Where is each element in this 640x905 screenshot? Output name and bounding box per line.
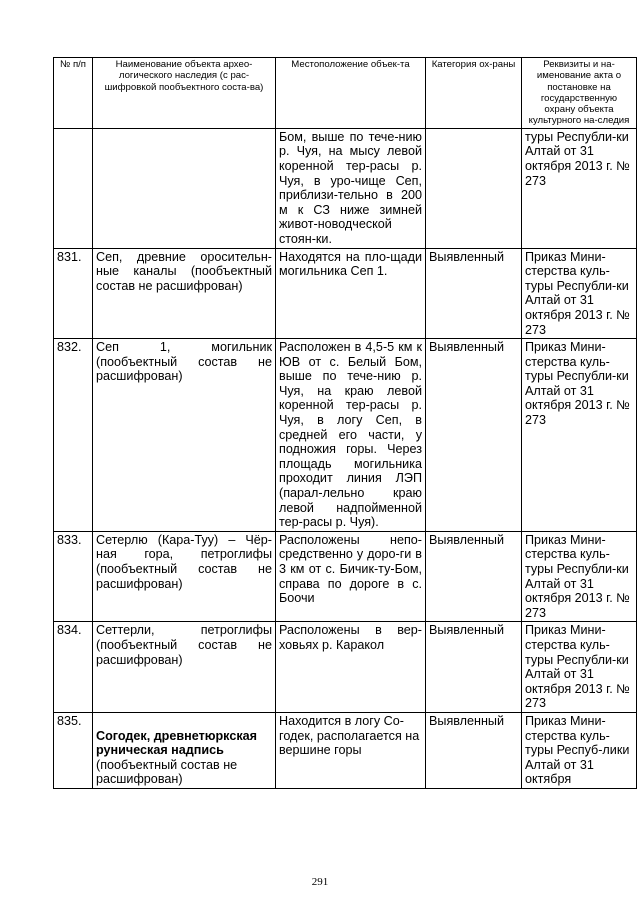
cell-location: Находится в логу Со-годек, располагается на вершине горы (276, 712, 426, 788)
cell-category: Выявленный (426, 248, 522, 339)
cell-location: Находятся на пло-щади могильника Сеп 1. (276, 248, 426, 339)
cell-number: 832. (54, 339, 93, 532)
cell-number: 833. (54, 531, 93, 622)
heritage-register-table (53, 57, 637, 789)
header-act-details: Реквизиты и на-именование акта о постановке на государственную охрану объекта культурного на-следия (522, 58, 637, 129)
cell-act: туры Республи-ки Алтай от 31 октября 2013 г. № 273 (522, 128, 637, 248)
header-location: Местоположение объек-та (276, 58, 426, 129)
page-number: 291 (311, 876, 329, 888)
cell-act: Приказ Мини-стерства куль-туры Респуб-лики Алтай от 31 октября (522, 712, 637, 788)
cell-category (426, 128, 522, 248)
cell-act: Приказ Мини-стерства куль-туры Республи-ки Алтай от 31 октября 2013 г. № 273 (522, 531, 637, 622)
cell-location: Бом, выше по тече-нию р. Чуя, на мысу левой коренной тер-расы р. Чуя, в уро-чище Сеп, приблизи-тельно в 200 м к СЗ ниже зимней живот-новодческой стоян-ки. (276, 128, 426, 248)
cell-act: Приказ Мини-стерства куль-туры Республи-ки Алтай от 31 октября 2013 г. № 273 (522, 339, 637, 532)
header-number: № п/п (54, 58, 93, 129)
cell-object-name: Сетерлю (Кара-Туу) – Чёр-ная гора, петроглифы (пообъектный состав не расшифрован) (93, 531, 276, 622)
table-row-continuation (54, 128, 637, 248)
cell-act: Приказ Мини-стерства куль-туры Республи-ки Алтай от 31 октября 2013 г. № 273 (522, 622, 637, 713)
table-row (54, 339, 637, 532)
cell-act: Приказ Мини-стерства куль-туры Республи-ки Алтай от 31 октября 2013 г. № 273 (522, 248, 637, 339)
cell-object-name (93, 128, 276, 248)
table-row (54, 248, 637, 339)
header-object-name: Наименование объекта архео-логического наследия (с рас-шифровкой пообъектного соста-ва) (93, 58, 276, 129)
cell-object-name: Сеттерли, петроглифы (пообъектный состав не расшифрован) (93, 622, 276, 713)
cell-category: Выявленный (426, 622, 522, 713)
header-protection-category: Категория ох-раны (426, 58, 522, 129)
cell-number: 831. (54, 248, 93, 339)
cell-number: 835. (54, 712, 93, 788)
cell-category: Выявленный (426, 531, 522, 622)
cell-location: Расположены непо-средственно у доро-ги в 3 км от с. Бичик-ту-Бом, справа по дороге в с. Боочи (276, 531, 426, 622)
cell-number (54, 128, 93, 248)
cell-object-name (93, 712, 276, 788)
object-title-bold: Согодек, древнетюркская руническая надпись (96, 728, 257, 758)
object-subtitle: (пообъектный состав не расшифрован) (96, 757, 238, 787)
cell-category: Выявленный (426, 339, 522, 532)
table-row (54, 622, 637, 713)
cell-object-name: Сеп, древние оросительн-ные каналы (пообъектный состав не расшифрован) (93, 248, 276, 339)
table-header-row (54, 58, 637, 129)
cell-location: Расположен в 4,5-5 км к ЮВ от с. Белый Бом, выше по тече-нию р. Чуя, на краю левой коренной тер-расы р. Чуя, в логу Сеп, в средней его части, у подножия горы. Через площадь могильника проходит линия ЛЭП (парал-лельно краю левой надпойменной тер-расы р. Чуя). (276, 339, 426, 532)
cell-location: Расположены в вер-ховьях р. Каракол (276, 622, 426, 713)
cell-number: 834. (54, 622, 93, 713)
cell-object-name: Сеп 1, могильник (пообъектный состав не расшифрован) (93, 339, 276, 532)
cell-category: Выявленный (426, 712, 522, 788)
table-row (54, 531, 637, 622)
table-row-last (54, 712, 637, 788)
